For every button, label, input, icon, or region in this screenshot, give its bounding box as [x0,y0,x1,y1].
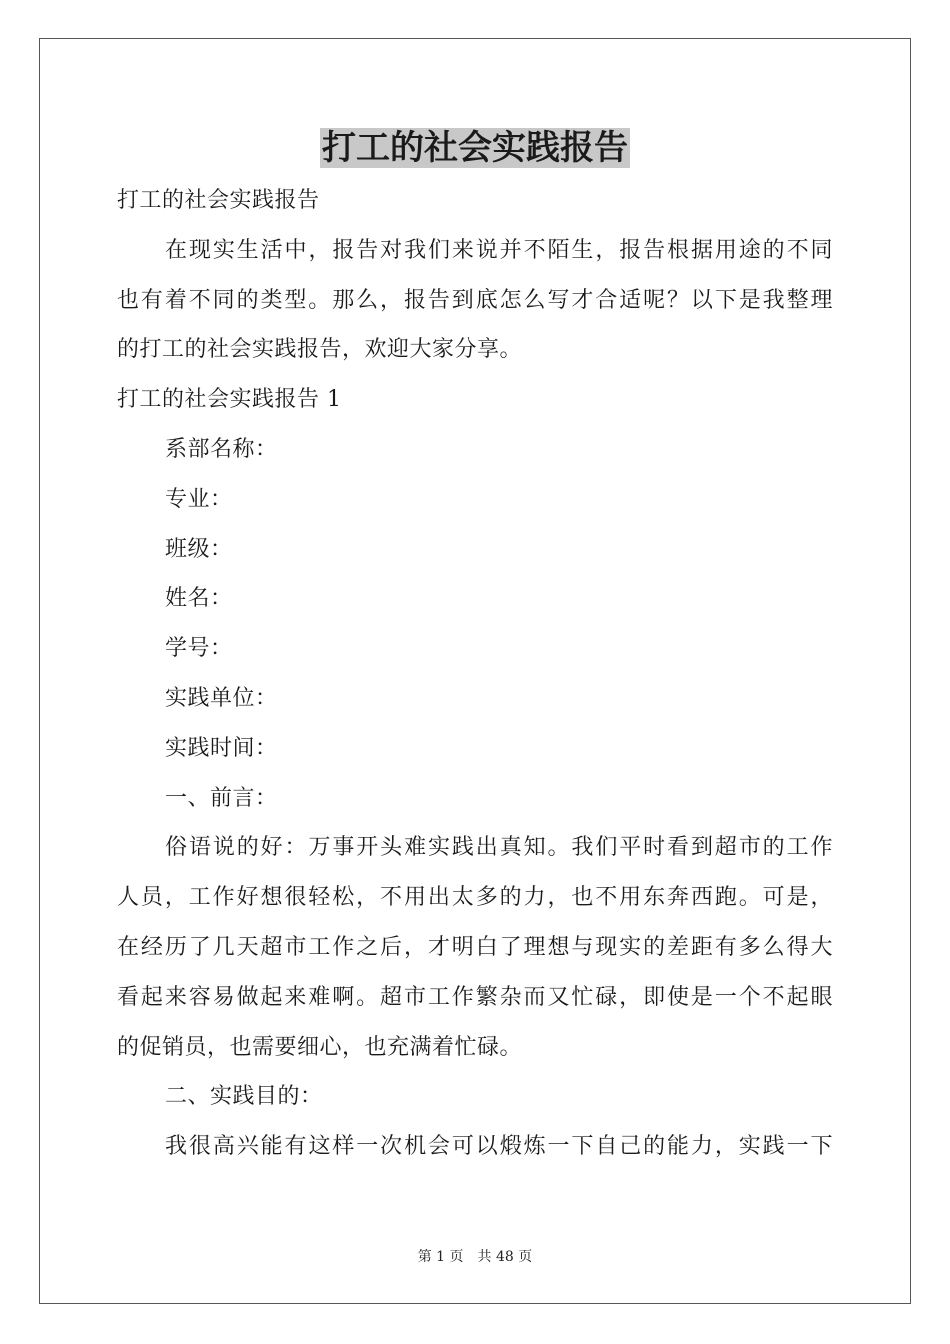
paragraph-line: 实践单位： [165,685,278,711]
paragraph-line: 看起来容易做起来难啊。超市工作繁杂而又忙碌，即使是一个不起眼 [117,984,833,1010]
paragraph-line: 学号： [165,636,233,662]
paragraph-line: 一、前言： [165,785,278,811]
paragraph-line: 实践时间： [165,735,278,761]
paragraph-line: 在经历了几天超市工作之后，才明白了理想与现实的差距有多么得大 [117,934,833,960]
paragraph-line: 的促销员，也需要细心，也充满着忙碌。 [117,1034,523,1060]
paragraph-line: 我很高兴能有这样一次机会可以煅炼一下自己的能力，实践一下 [165,1134,833,1160]
page-total: 共 48 页 [477,1249,533,1265]
page-number: 第 1 页 [417,1249,464,1265]
paragraph-line: 人员，工作好想很轻松，不用出太多的力，也不用东奔西跑。可是， [117,885,833,911]
paragraph-line: 也有着不同的类型。那么，报告到底怎么写才合适呢？以下是我整理 [117,287,833,313]
paragraph-line: 打工的社会实践报告 1 [117,387,342,413]
paragraph-line: 的打工的社会实践报告，欢迎大家分享。 [117,337,523,363]
document-title-text: 打工的社会实践报告 [322,128,628,168]
document-body [117,176,833,1172]
paragraph-line: 系部名称： [165,436,278,462]
paragraph-line: 专业： [165,486,233,512]
document-title [0,126,950,170]
paragraph-line: 在现实生活中，报告对我们来说并不陌生，报告根据用途的不同 [165,237,833,263]
paragraph-line: 俗语说的好：万事开头难实践出真知。我们平时看到超市的工作 [165,835,833,861]
paragraph-line: 班级： [165,536,233,562]
paragraph-line: 打工的社会实践报告 [117,188,320,213]
paragraph-line: 二、实践目的： [165,1084,323,1110]
page-footer [0,1246,950,1266]
paragraph-line: 姓名： [165,586,233,612]
